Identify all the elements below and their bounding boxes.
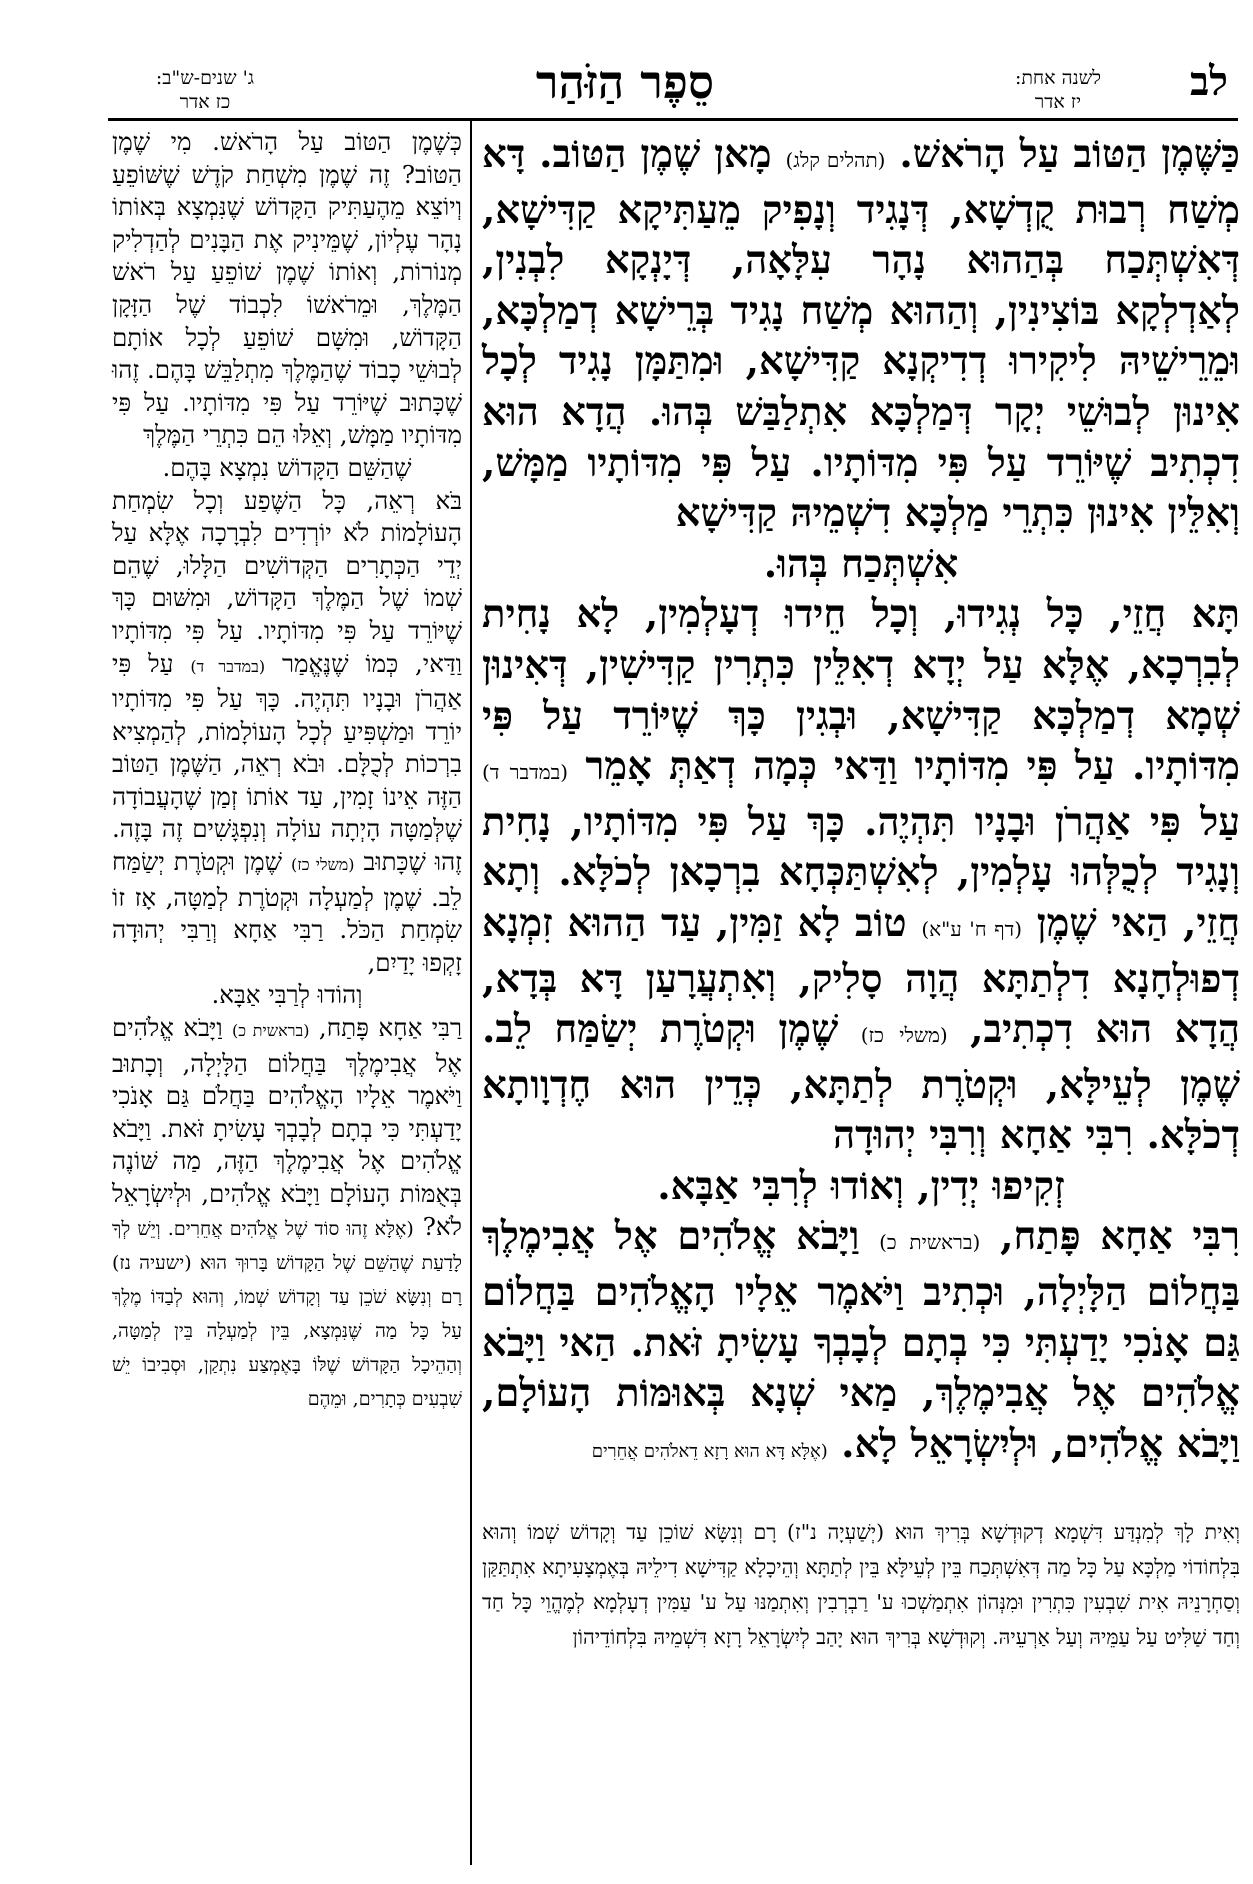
- comm-p2-part-b: עַל פִּי אַהֲרֹן וּבָנָיו תִּהְיֶה. כָּךְ עַל פִּי מִדּוֹתָיו יוֹרֵד וּמַשְׁפִּיעַ לְכָל הָעוֹלָמוֹת, לְהַמְצִיא בִרְכוֹת לְכֻלָּם. וּבֹא רְאֵה, הַשֶּׁמֶן הַטּוֹב הַזֶּה אֵינוֹ זָמִין, עַד אוֹתוֹ זְמַן שֶׁהָעֲבוֹדָה שֶׁלְּמַטָּה הָיְתָה עוֹלָה וְנִפְגָּשִׁים זֶה בָּזֶה. זֶהוּ שֶׁכָּתוּב: [112, 648, 463, 877]
- main-p2-closing: זְקִיפוּ יְדִין, וְאוֹדוּ לְרִבִּי אַבָּא.: [657, 1163, 1065, 1209]
- main-text-column: [482, 130, 1240, 1477]
- main-p2-citation-3: (משלי כז): [860, 1023, 948, 1048]
- comm-p2-part-a: בֹּא רְאֵה, כָּל הַשֶּׁפַע וְכָל שִׂמְחַת הָעוֹלָמוֹת לֹא יוֹרְדִים לִבְרָכָה אֶלָּא עַל יְדֵי הַכְּתָרִים הַקְּדוֹשִׁים הַלָּלוּ, שֶׁהֵם שְׁמוֹ שֶׁל הַמֶּלֶךְ הַקָּדוֹשׁ, וּמִשּׁוּם כָּךְ שֶׁיּוֹרֵד עַל פִּי מִדּוֹתָיו. עַל פִּי מִדּוֹתָיו וַדַּאי, כְּמוֹ שֶׁנֶּאֱמַר: [112, 485, 462, 678]
- main-p3-aside: (אֶלָּא דָּא הוּא רָזָא דֵאלֹהִים אֲחֵרִים: [591, 1440, 828, 1462]
- main-p2-part-d: שֶׁמֶן וּקְטֹרֶת יְשַׂמַּח לֵב. שֶׁמֶן לְעֵילָּא, וּקְטֹרֶת לְתַתָּא, כְּדֵין הוּא חֶדְוָותָא דְכֹלָּא. רִבִּי אַחָא וְרִבִּי יְהוּדָה: [482, 1007, 1240, 1159]
- comm-p3-opening: רַבִּי אַחָא פָּתַח,: [318, 1013, 462, 1043]
- comm-p3-body: וַיָּבֹא אֱלֹהִים אֶל אֲבִימֶלֶךְ בַּחֲלוֹם הַלָּיְלָה, וְכָתוּב וַיֹּאמֶר אֵלָיו הָאֱלֹהִים בַּחֲלֹם גַּם אָנֹכִי יָדַעְתִּי כִּי בְתָם לְבָבְךָ עָשִׂיתָ זֹּאת. וַיָּבֹא אֱלֹהִים אֶל אֲבִימֶלֶךְ הַזֶּה, מַה שּׁוֹנֶה בְּאֻמּוֹת הָעוֹלָם וַיָּבֹא אֱלֹהִים, וּלְיִשְׂרָאֵל לֹא?: [112, 1013, 463, 1241]
- comm-p1-closing: שֶׁהַשֵּׁם הַקָּדוֹשׁ נִמְצָא בָּהֶם.: [162, 452, 412, 482]
- comm-p3-aside: (אֶלָּא זֶהוּ סוֹד שֶׁל אֱלֹהִים אֲחֵרִים. וְיֵשׁ לְךָ לָדַעַת שֶׁהַשֵּׁם שֶׁל הַקָּדוֹשׁ בָּרוּךְ הוּא (ישעיה נז) רָם וְנִשָּׂא שֹׁכֵן עַד וְקָדוֹשׁ שְׁמוֹ, וְהוּא לְבַדּוֹ מֶלֶךְ עַל כָּל מַה שֶּׁנִּמְצָא, בֵּין לְמַעְלָה בֵּין לְמַטָּה, וְהַהֵיכָל הַקָּדוֹשׁ שֶׁלּוֹ בָּאֶמְצַע נִתְקַן, וּסְבִיבוֹ יֵשׁ שִׁבְעִים כְּתָרִים, וּמֵהֶם: [112, 1217, 462, 1410]
- commentary-column: [112, 126, 462, 1415]
- header-divider: [108, 118, 1238, 121]
- column-divider: [470, 120, 472, 1865]
- main-p1-opening: כַּשֶּׁמֶן הַטּוֹב עַל הָרֹאשׁ.: [899, 132, 1241, 177]
- main-p2-part-a: תָּא חֲזֵי, כָּל נְגִידוּ, וְכָל חֵידוּ דְעָלְמִין, לָא נָחִית לְבִרְכָא, אֶלָּא עַל יְדָא דְאִלֵּין כִּתְרִין קַדִּישִׁין, דְּאִינוּן שְׁמָא דְמַלְכָּא קַדִּישָׁא, וּבְגִין כָּךְ שֶׁיּוֹרֵד עַל פִּי מִדּוֹתָיו. עַל פִּי מִדּוֹתָיו וַדַּאי כְּמָה דְאַתְּ אָמֵר: [482, 592, 1240, 790]
- header-right-line2: יז אדר: [1034, 91, 1082, 113]
- comm-p2-part-c: שֶׁמֶן וּקְטֹרֶת יְשַׂמַּח לֵב. שֶׁמֶן לְמַעְלָה וּקְטֹרֶת לְמַטָּה, אָז זוֹ שִׂמְחַת הַכֹּל. רַבִּי אַחָא וְרַבִּי יְהוּדָה זָקְפוּ יָדַיִם,: [112, 847, 462, 977]
- comm-p2-closing: וְהוֹדוּ לְרַבִּי אַבָּא.: [211, 980, 363, 1010]
- main-p2-citation-1: (במדבר ד): [482, 760, 569, 785]
- main-p3-opening: רִבִּי אַחָא פָּתַח,: [1000, 1214, 1240, 1260]
- header-right-line1: לשנה אחת:: [1014, 67, 1102, 89]
- main-p2-part-c: טוֹב לָא זַמִּין, עַד הַהוּא זִמְנָא דְפוּלְחָנָא דִלְתַתָּא הֲוָה סָלִיק, וְאִתְעֲרָעַן דָּא בְּדָא, הֲדָא הוּא דִכְתִיב,: [482, 900, 1241, 1053]
- main-p1-citation: (תהלים קלג): [785, 148, 886, 172]
- page-number: לב: [1190, 58, 1228, 105]
- main-p3-body: וַיָּבֹא אֱלֹהִים אֶל אֲבִימֶלֶךְ בַּחֲלוֹם הַלָּיְלָה, וּכְתִיב וַיֹּאמֶר אֵלָיו הָאֱלֹהִים בַּחֲלוֹם גַּם אָנֹכִי יָדַעְתִּי כִּי בְתָם לְבָבְךָ עָשִׂיתָ זֹּאת. הַאי וַיָּבֹא אֱלֹהִים אֶל אֲבִימֶלֶךְ, מַאי שְׁנָא בְּאוּמּוֹת הָעוֹלָם, וַיָּבֹא אֱלֹהִים, וּלְיִשְׂרָאֵל לָא.: [482, 1214, 1240, 1467]
- book-title: סֵפֶר הַזֹּהַר: [535, 55, 715, 109]
- comm-paragraph-3: [112, 1012, 462, 1415]
- header-left-date: [115, 66, 295, 126]
- comm-paragraph-1: כְּשֶׁמֶן הַטּוֹב עַל הָרֹאשׁ. מִי שֶׁמֶן הַטּוֹב? זֶה שֶׁמֶן מִשְׁחַת קֹדֶשׁ שֶׁשּׁוֹפֵעַ וְיוֹצֵא מֵהֶעַתִּיק הַקָּדוֹשׁ שֶׁנִּמְצָא בְּאוֹתוֹ נָהָר עֶלְיוֹן, שֶׁמֵּינִיק אֶת הַבָּנִים לְהַדְלִיק מְנוֹרוֹת, וְאוֹתוֹ שֶׁמֶן שׁוֹפֵעַ עַל רֹאשׁ הַמֶּלֶךְ, וּמֵרֹאשׁוֹ לִכְבוֹד שֶׁל הַזָּקָן הַקָּדוֹשׁ, וּמִשָּׁם שׁוֹפֵעַ לְכָל אוֹתָם לְבוּשֵׁי כָבוֹד שֶׁהַמֶּלֶךְ מִתְלַבֵּשׁ בָּהֶם. זֶהוּ שֶׁכָּתוּב שֶׁיּוֹרֵד עַל פִּי מִדּוֹתָיו. עַל פִּי מִדּוֹתָיו מַמָּשׁ, וְאֵלּוּ הֵם כִּתְרֵי הַמֶּלֶךְ: [112, 127, 462, 450]
- comm-p2-citation-1: (במדבר ד): [190, 656, 266, 676]
- comm-paragraph-2: [112, 485, 462, 980]
- main-p1-body: מָאן שֶׁמֶן הַטּוֹב. דָּא מְשַׁח רְבוּת קֻדְשָׁא, דְּנָגִיד וְנָפִיק מֵעַתִּיקָא קַדִּישָׁא, דְּאִשְׁתְּכַח בְּהַהוּא נָהָר עִלָּאָה, דְּיָנְקָא לִבְנִין, לְאַדְלְקָא בּוֹצִינִין, וְהַהוּא מְשַׁח נָגִיד בְּרֵישָׁא דְמַלְכָּא, וּמֵרֵישֵׁיהּ לִיקִירוּ דְדִיקְנָא קַדִּישָׁא, וּמִתַּמָּן נָגִיד לְכָל אִינוּן לְבוּשֵׁי יְקָר דְּמַלְכָּא אִתְלַבַּשׁ בְּהוּ. הֲדָא הוּא דִכְתִיב שֶׁיּוֹרֵד עַל פִּי מִדּוֹתָיו. עַל פִּי מִדּוֹתָיו מַמָּשׁ, וְאִלֵּין אִינוּן כִּתְרֵי מַלְכָּא דִשְׁמֵיהּ קַדִּישָׁא: [482, 132, 1240, 537]
- footnote-text: וְאִית לָךְ לְמִנְדַּע דִּשְׁמָא דְקוּדְשָׁא בְּרִיךְ הוּא (יְשַׁעְיָה נ"ז) רָם וְנִשָּׂא שׁוֹכֵן עַד וְקָדוֹשׁ שְׁמוֹ וְהוּא בִּלְחוֹדוֹי מַלְכָּא עַל כָּל מַה דְּאִשְׁתְּכַח בֵּין לְעֵילָּא בֵּין לְתַתָּא וְהֵיכָלָא קַדִּישָׁא דִילֵיהּ בְּאֶמְצָעִיתָא אִתְתַּקַּן וְסַחְרָנֵיהּ אִית שִׁבְעִין כִּתְרִין וּמִנְּהוֹן אִתְמַשְׁכוּ ע' רַבְרְבִין וְאִתְמַנּוּ עַל ע' עַמִּין דְעָלְמָא לְמֶהֱוֵי כָּל חַד וְחַד שַׁלִּיט עַל עַמֵּיהּ וְעַל אַרְעֵיהּ. וְקוּדְשָׁא בְּרִיךְ הוּא יָהַב לְיִשְׂרָאֵל רָזָא דִּשְׁמֵיהּ בִּלְחוֹדֵיהוֹן: [482, 1520, 1240, 1649]
- header-left-line2: כז אדר: [179, 91, 231, 113]
- main-p3-citation: (בראשית כ): [879, 1230, 981, 1255]
- main-p2-part-b: עַל פִּי אַהֲרֹן וּבָנָיו תִּהְיֶה. כָּךְ עַל פִּי מִדּוֹתָיו, נָחִית וְנָגִיד לְכֻלְּהוּ עָלְמִין, לְאִשְׁתַּכְּחָא בִרְכָאן לְכֹלָּא. וְתָא חֲזֵי, הַאי שֶׁמֶן: [482, 799, 1240, 946]
- main-paragraph-2: [482, 590, 1240, 1162]
- main-footnote: [482, 1515, 1240, 1655]
- main-paragraph-1: [482, 130, 1240, 540]
- main-p2-citation-2: (דף ח' ע"א): [921, 916, 1023, 941]
- main-p1-closing: אִשְׁתְּכַח בְּהוּ.: [763, 541, 959, 587]
- header-right-date: [973, 66, 1143, 126]
- comm-p3-citation: (בראשית כ): [232, 1021, 310, 1041]
- comm-p2-citation-2: (משלי כז): [291, 855, 355, 875]
- main-paragraph-3: [482, 1212, 1240, 1477]
- header-left-line1: ג' שנים-ש"ב:: [155, 67, 255, 89]
